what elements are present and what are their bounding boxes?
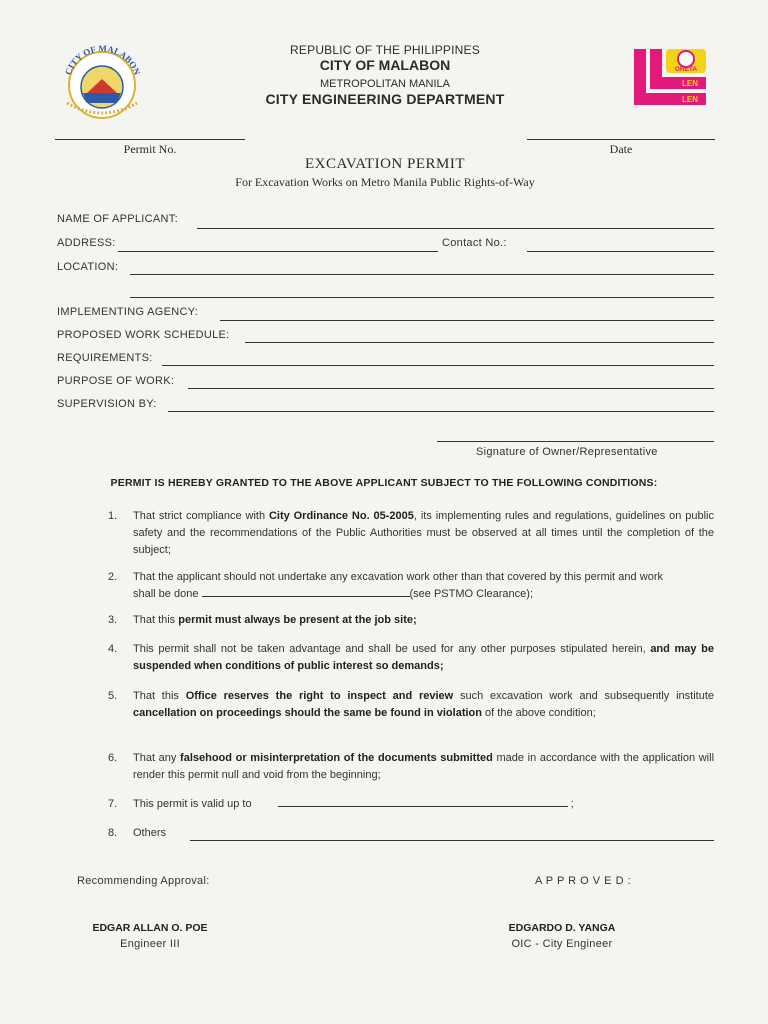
condition-number: 6. bbox=[108, 752, 118, 764]
condition-number: 5. bbox=[108, 690, 118, 702]
approved-label: A P P R O V E D : bbox=[535, 875, 632, 887]
location-field[interactable] bbox=[130, 274, 714, 275]
date-line[interactable] bbox=[527, 139, 715, 140]
agency-label: IMPLEMENTING AGENCY: bbox=[57, 306, 199, 318]
permit-no-label: Permit No. bbox=[123, 142, 177, 156]
permit-title: EXCAVATION PERMIT bbox=[304, 156, 466, 172]
header-region: METROPOLITAN MANILA bbox=[320, 78, 450, 90]
condition-5: 5. That this Office reserves the right to inspect and review such excavation work and subsequently institute cancellation on proceedings should the same be found in violation of the above condition; bbox=[108, 690, 714, 719]
condition-number: 7. bbox=[108, 798, 118, 810]
supervision-field[interactable] bbox=[168, 411, 714, 412]
condition-2: 2. That the applicant should not undertake any excavation work other than that covered by this permit and work shall be done (see PSTMO Clearance); bbox=[108, 571, 663, 600]
permit-no-line[interactable] bbox=[55, 139, 245, 140]
condition-number: 3. bbox=[108, 614, 118, 626]
seal-year: 2001 bbox=[94, 84, 110, 93]
right-signatory-title: OIC - City Engineer bbox=[511, 938, 613, 950]
supervision-label: SUPERVISION BY: bbox=[57, 398, 157, 410]
work-blank[interactable] bbox=[202, 586, 410, 597]
logo-text-2: LEN bbox=[682, 79, 698, 88]
valid-until-blank[interactable] bbox=[278, 796, 568, 807]
left-signatory-name: EDGAR ALLAN O. POE bbox=[92, 922, 208, 934]
condition-number: 8. bbox=[108, 827, 118, 839]
contact-field[interactable] bbox=[527, 251, 714, 252]
left-signatory-title: Engineer III bbox=[120, 938, 180, 950]
condition-6: 6. That any falsehood or misinterpretation of the documents submitted made in accordance with the application will render this permit null and void from the beginning; bbox=[108, 752, 715, 781]
logo-text-3: LEN bbox=[682, 95, 698, 104]
logo-text-1: ORETA bbox=[674, 66, 698, 73]
recommending-label: Recommending Approval: bbox=[77, 875, 210, 887]
requirements-label: REQUIREMENTS: bbox=[57, 352, 153, 364]
applicant-label: NAME OF APPLICANT: bbox=[57, 213, 178, 225]
grant-heading: PERMIT IS HEREBY GRANTED TO THE ABOVE APPLICANT SUBJECT TO THE FOLLOWING CONDITIONS: bbox=[110, 477, 658, 489]
purpose-label: PURPOSE OF WORK: bbox=[57, 375, 175, 387]
others-field[interactable] bbox=[190, 840, 714, 841]
header-city: CITY OF MALABON bbox=[319, 57, 451, 73]
purpose-field[interactable] bbox=[188, 388, 714, 389]
schedule-label: PROPOSED WORK SCHEDULE: bbox=[57, 329, 230, 341]
signature-label: Signature of Owner/Representative bbox=[476, 446, 658, 458]
condition-3: 3. That this permit must always be present at the job site; bbox=[108, 612, 714, 629]
schedule-field[interactable] bbox=[245, 342, 714, 343]
applicant-field[interactable] bbox=[197, 228, 714, 229]
condition-7: 7. This permit is valid up to ; bbox=[108, 796, 714, 813]
address-field[interactable] bbox=[118, 251, 438, 252]
agency-field[interactable] bbox=[220, 320, 714, 321]
condition-number: 2. bbox=[108, 571, 118, 583]
requirements-field[interactable] bbox=[162, 365, 714, 366]
permit-subtitle: For Excavation Works on Metro Manila Public Rights-of-Way bbox=[235, 175, 535, 189]
contact-label: Contact No.: bbox=[442, 237, 507, 249]
condition-number: 1. bbox=[108, 510, 118, 522]
condition-4: 4. This permit shall not be taken advantage and shall be used for any other purposes stipulated herein, and may be suspended when conditions of public interest so demands; bbox=[108, 643, 714, 672]
mayor-logo bbox=[628, 45, 710, 110]
condition-number: 4. bbox=[108, 643, 118, 655]
header-republic: REPUBLIC OF THE PHILIPPINES bbox=[290, 43, 480, 57]
header-department: CITY ENGINEERING DEPARTMENT bbox=[265, 91, 505, 107]
signature-line[interactable] bbox=[437, 441, 714, 442]
address-label: ADDRESS: bbox=[57, 237, 116, 249]
right-signatory-name: EDGARDO D. YANGA bbox=[508, 922, 616, 934]
date-label: Date bbox=[609, 142, 633, 156]
seal-text: CITY OF MALABON bbox=[62, 45, 143, 77]
location-label: LOCATION: bbox=[57, 261, 119, 273]
location-field-2[interactable] bbox=[130, 297, 714, 298]
condition-1: 1. That strict compliance with City Ordinance No. 05-2005, its implementing rules and regulations, guidelines on public safety and the recommendations of the Public Authorities must be observed at all times until the completion of the subject; bbox=[108, 510, 714, 556]
condition-8: 8. Others bbox=[108, 825, 714, 842]
city-seal-logo bbox=[55, 45, 150, 120]
